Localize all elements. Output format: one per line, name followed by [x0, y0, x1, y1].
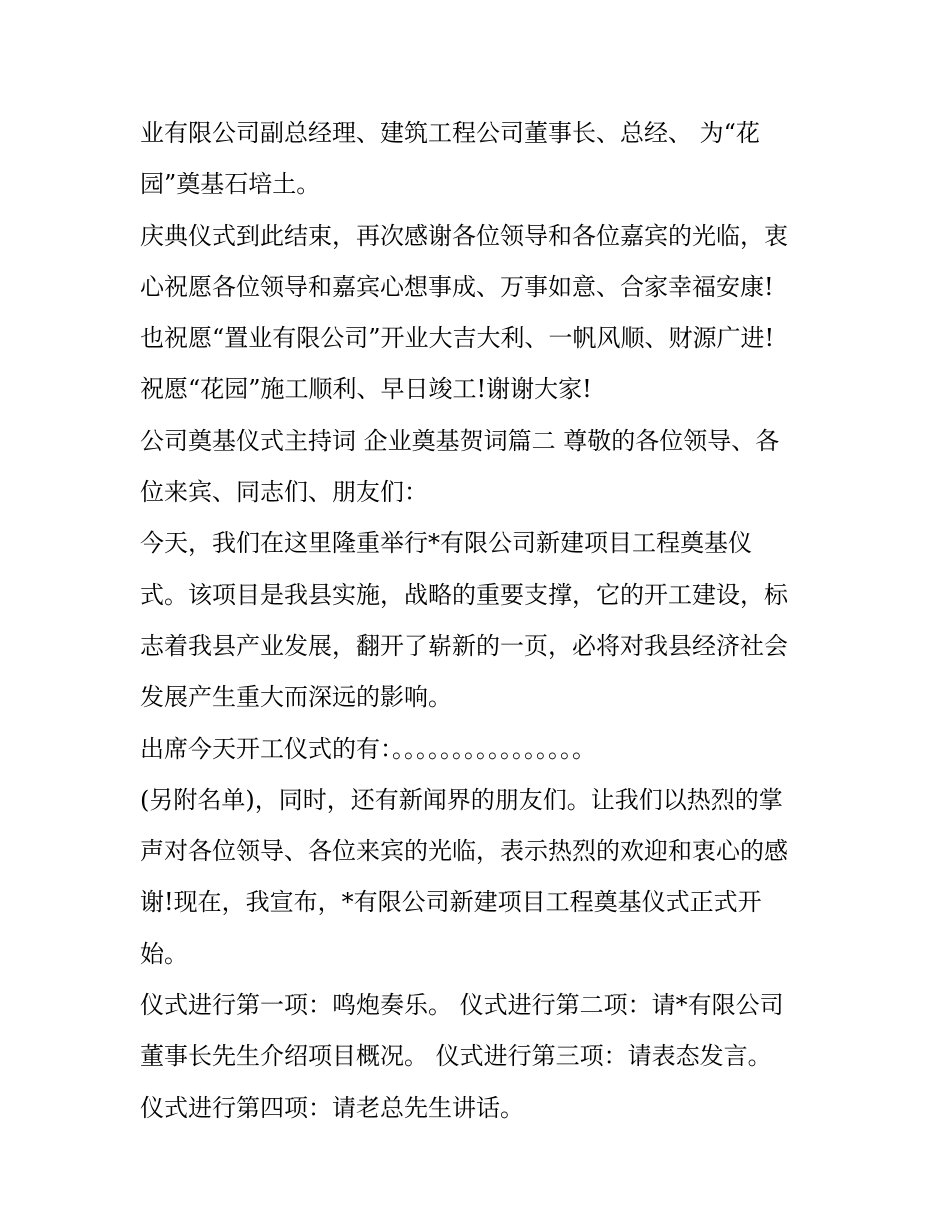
text-line: 庆典仪式到此结束，再次感谢各位领导和各位嘉宾的光临，衷 — [140, 221, 788, 250]
text-line: 祝愿“花园”施工顺利、早日竣工!谢谢大家! — [140, 375, 592, 404]
text-line: 园”奠基石培土。 — [140, 170, 321, 199]
text-line: 也祝愿“置业有限公司”开业大吉大利、一帆风顺、财源广进! — [140, 324, 775, 353]
text-line: 谢!现在，我宣布，*有限公司新建项目工程奠基仪式正式开 — [140, 888, 762, 917]
text-line: (另附名单)，同时，还有新闻界的朋友们。让我们以热烈的掌 — [140, 785, 783, 814]
text-line: 今天，我们在这里隆重举行*有限公司新建项目工程奠基仪 — [140, 529, 752, 558]
text-line: 出席今天开工仪式的有：。。。。。。。。。。。。。。。。 — [140, 734, 596, 763]
text-line: 心祝愿各位领导和嘉宾心想事成、万事如意、合家幸福安康! — [140, 272, 774, 301]
text-line: 业有限公司副总经理、建筑工程公司董事长、总经、 为“花 — [140, 119, 760, 147]
text-line: 发展产生重大而深远的影响。 — [140, 683, 452, 712]
text-line: 式。该项目是我县实施，战略的重要支撑，它的开工建设，标 — [140, 580, 788, 609]
text-line: 公司奠基仪式主持词 企业奠基贺词篇二 尊敬的各位领导、各 — [140, 426, 780, 455]
text-line: 仪式进行第一项：鸣炮奏乐。 仪式进行第二项：请*有限公司 — [140, 991, 784, 1020]
text-line: 始。 — [140, 939, 188, 968]
text-line: 志着我县产业发展，翻开了崭新的一页，必将对我县经济社会 — [140, 631, 788, 660]
text-line: 董事长先生介绍项目概况。 仪式进行第三项：请表态发言。 — [140, 1042, 772, 1071]
text-line: 声对各位领导、各位来宾的光临，表示热烈的欢迎和衷心的感 — [140, 837, 788, 866]
text-line: 仪式进行第四项：请老总先生讲话。 — [140, 1093, 524, 1122]
document-body — [140, 108, 820, 1134]
text-line: 位来宾、同志们、朋友们： — [140, 478, 428, 507]
